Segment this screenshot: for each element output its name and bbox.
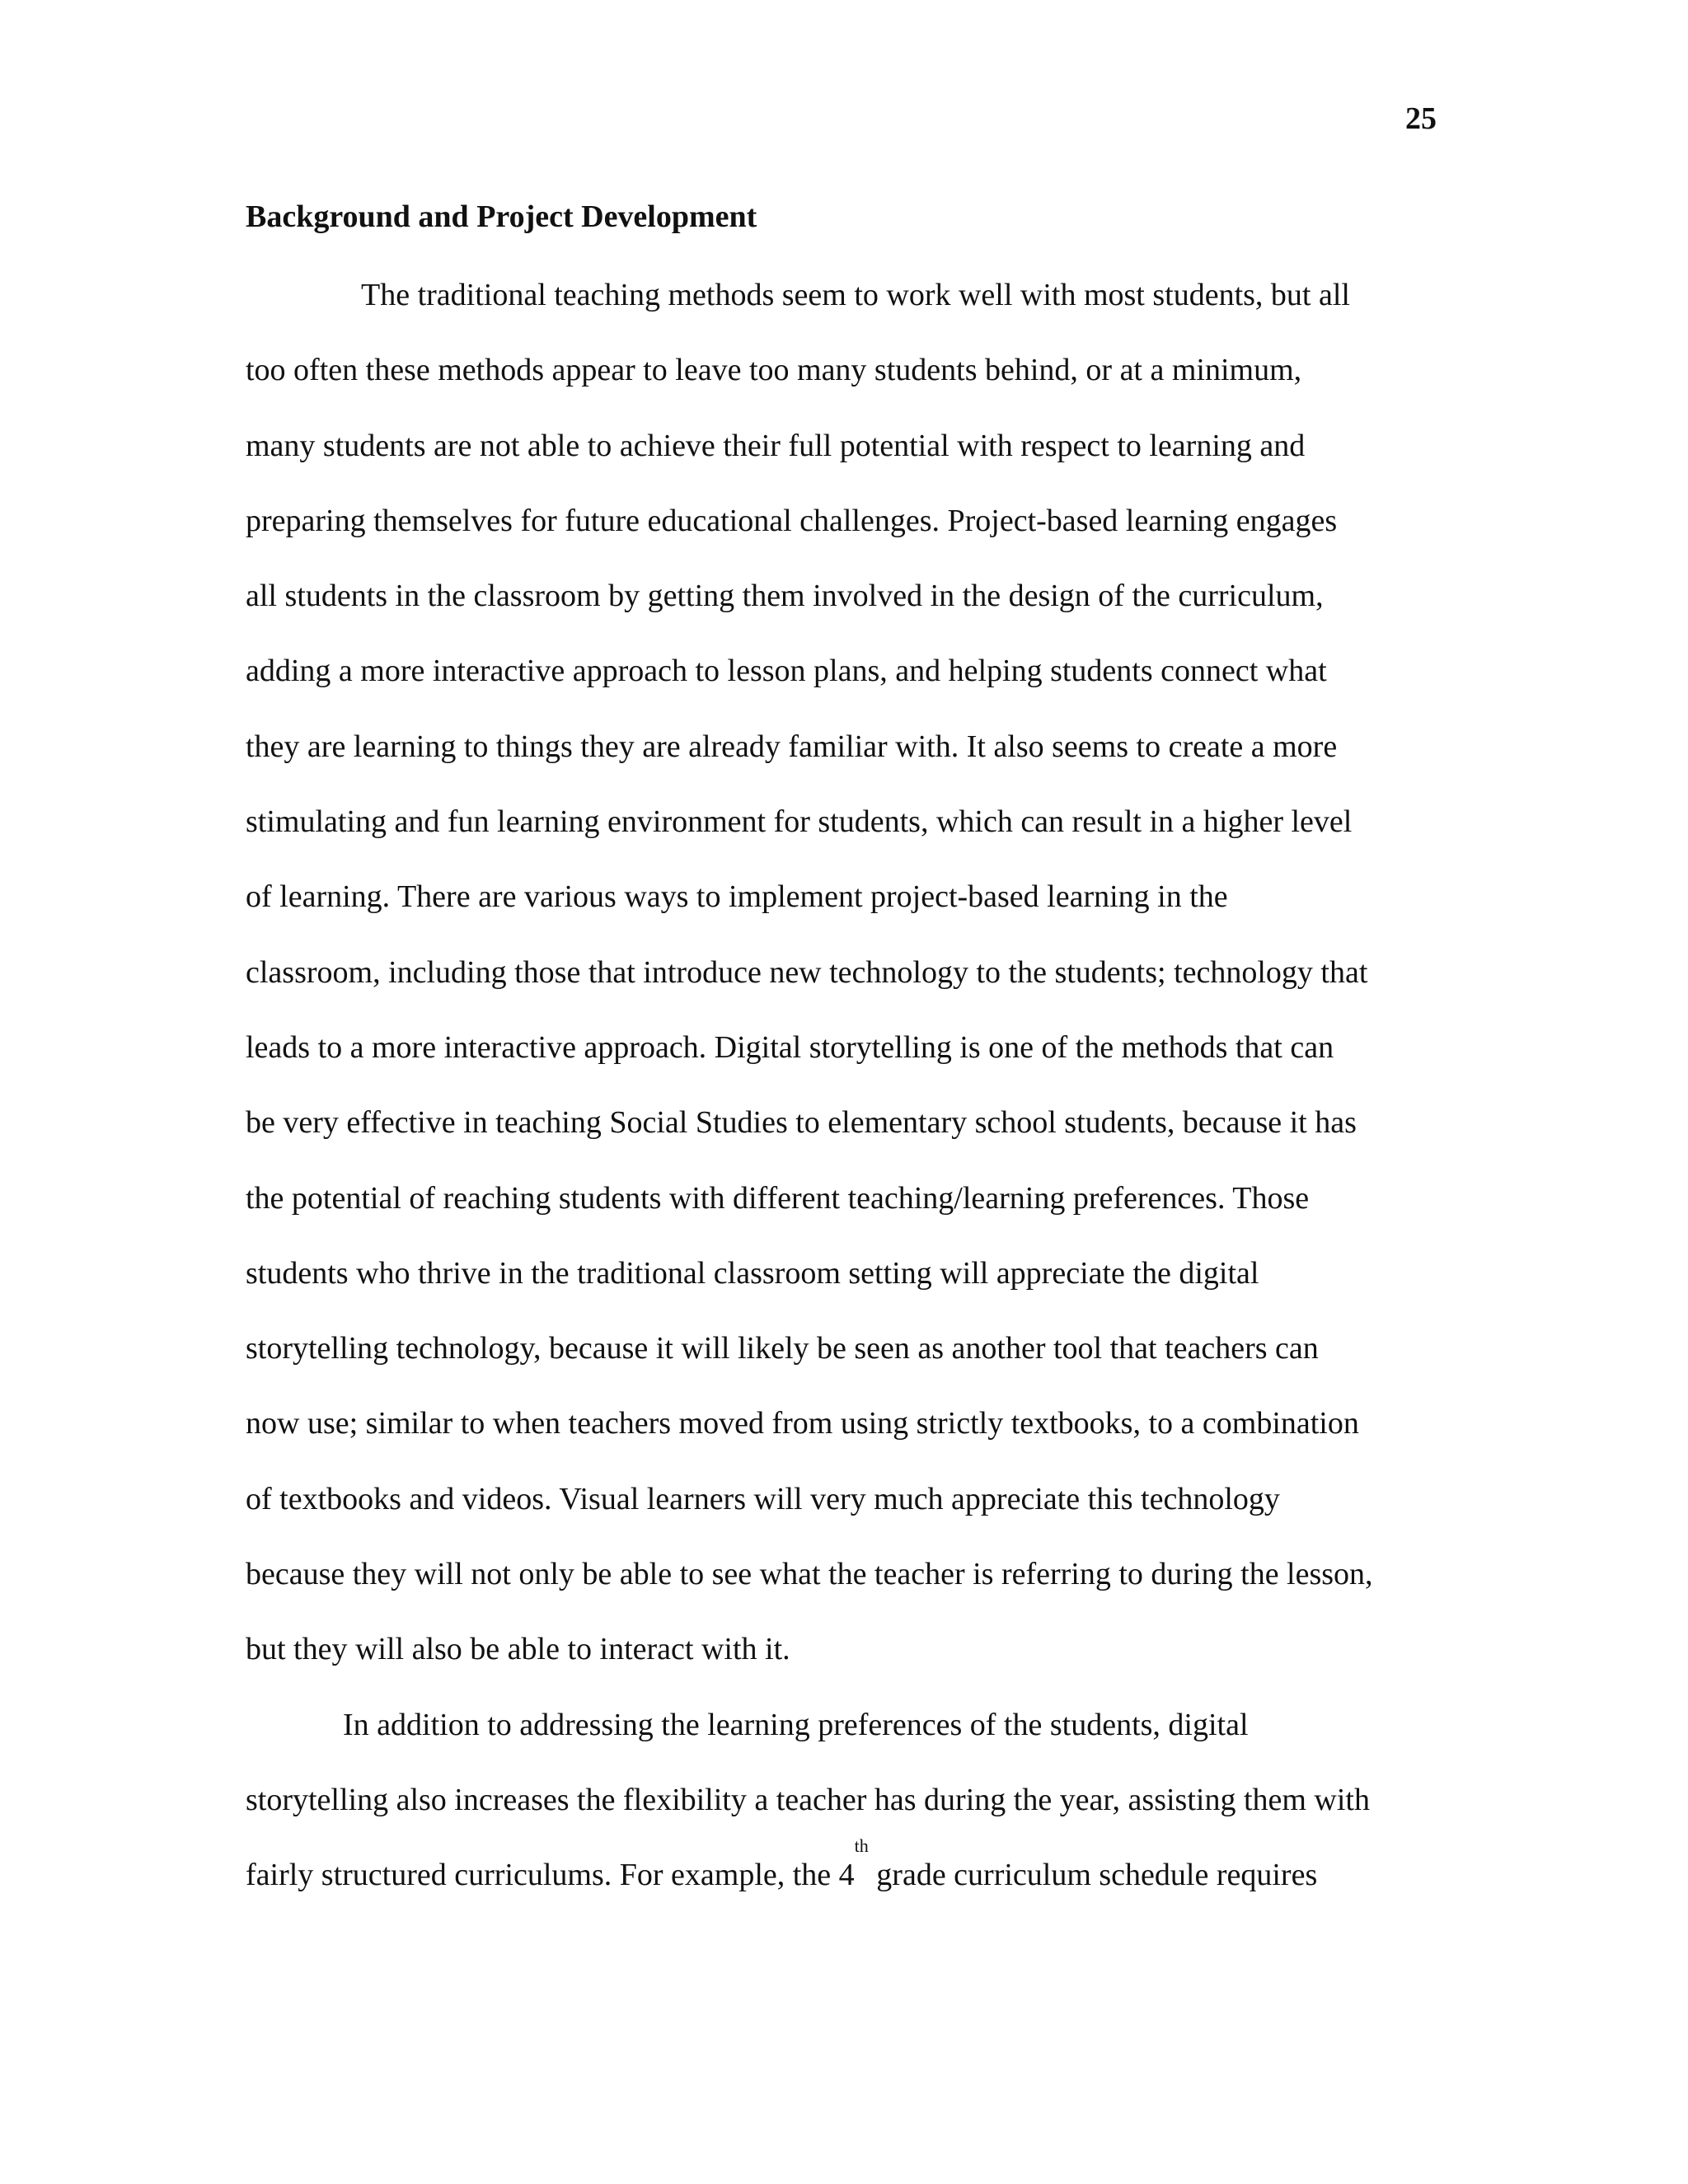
paragraph-line: storytelling technology, because it will likely be seen as another tool that teachers can xyxy=(246,1331,1319,1366)
line-text: grade curriculum schedule requires xyxy=(868,1858,1318,1893)
paragraph-line: but they will also be able to interact with it. xyxy=(246,1632,790,1667)
paragraph-line: they are learning to things they are already familiar with. It also seems to create a more xyxy=(246,729,1338,764)
ordinal-suffix: th xyxy=(854,1835,869,1857)
body-text xyxy=(246,258,1449,1914)
paragraph-line: leads to a more interactive approach. Digital storytelling is one of the methods that can xyxy=(246,1029,1334,1065)
paragraph-line: now use; similar to when teachers moved from using strictly textbooks, to a combination xyxy=(246,1406,1359,1441)
paragraph-line: be very effective in teaching Social Studies to elementary school students, because it has xyxy=(246,1105,1357,1141)
paragraph-line: all students in the classroom by getting them involved in the design of the curriculum, xyxy=(246,579,1324,614)
paragraph-line: of textbooks and videos. Visual learners will very much appreciate this technology xyxy=(246,1481,1280,1516)
paragraph-line: adding a more interactive approach to lesson plans, and helping students connect what xyxy=(246,654,1327,689)
paragraph-line xyxy=(246,1835,1449,1913)
paragraph-line: The traditional teaching methods seem to work well with most students, but all xyxy=(361,278,1350,312)
section-heading: Background and Project Development xyxy=(246,199,757,234)
paragraph-line: too often these methods appear to leave too many students behind, or at a minimum, xyxy=(246,353,1302,388)
paragraph-line: of learning. There are various ways to implement project-based learning in the xyxy=(246,879,1228,915)
paragraph-line: the potential of reaching students with different teaching/learning preferences. Those xyxy=(246,1180,1310,1216)
paragraph-line: In addition to addressing the learning preferences of the students, digital xyxy=(343,1707,1249,1742)
paragraph-line: many students are not able to achieve their full potential with respect to learning and xyxy=(246,428,1306,463)
line-text: fairly structured curriculums. For example, the 4 xyxy=(246,1858,855,1893)
paragraph-line: because they will not only be able to see what the teacher is referring to during the lesson, xyxy=(246,1557,1373,1592)
paragraph-line: storytelling also increases the flexibility a teacher has during the year, assisting them with xyxy=(246,1782,1370,1817)
paragraph-line: classroom, including those that introduce new technology to the students; technology that xyxy=(246,954,1368,990)
paragraph-line: preparing themselves for future educational challenges. Project-based learning engages xyxy=(246,503,1338,538)
page-number: 25 xyxy=(1405,101,1437,136)
paragraph-line: students who thrive in the traditional classroom setting will appreciate the digital xyxy=(246,1255,1259,1291)
paragraph-line: stimulating and fun learning environment for students, which can result in a higher level xyxy=(246,804,1353,840)
